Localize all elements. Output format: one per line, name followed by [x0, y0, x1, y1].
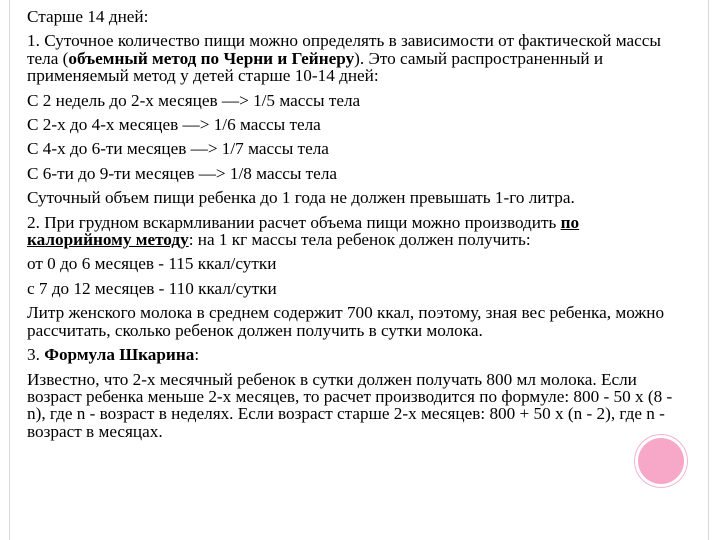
text-method-3-part-a: 3.: [27, 345, 45, 365]
text-method-2-bold: по калорийному методу: [27, 212, 580, 250]
text-milk-kcal: Литр женского молока в среднем содержит 700 ккал, поэтому, зная вес ребенка, можно рассчитать, сколько ребенок должен получить в сутки молока.: [27, 303, 665, 340]
text-method-2-part-a: 2. При грудном вскармливании расчет объема пищи можно производить: [27, 212, 561, 232]
text-method-1-part-c: ). Это самый распространенный и применяемый метод у детей старше 10-14 дней:: [27, 48, 604, 86]
text-method-1: [27, 32, 677, 84]
text-range-4: С 6-ти до 9-ти месяцев —> 1/8 массы тела: [27, 163, 338, 183]
text-range-2: С 2-х до 4-х месяцев —> 1/6 массы тела: [27, 115, 321, 135]
text-formula: Известно, что 2-х месячный ребенок в сутки должен получать 800 мл молока. Если возраст ребенка меньше 2-х месяцев, то расчет производится по формуле: 800 - 50 х (8 - n), где n - возраст в неделях. Если возраст старше 2-х месяцев: 800 + 50 х (n - 2), где n - возраст в месяцах.: [27, 369, 673, 441]
text-method-1-part-a: 1. Суточное количество пищи можно определять в зависимости от фактической массы тела (: [27, 31, 661, 68]
text-method-3-part-c: :: [194, 345, 200, 365]
text-kcal-2: с 7 до 12 месяцев - 110 ккал/сутки: [27, 278, 277, 298]
text-method-3: [27, 346, 677, 363]
text-heading-age: Старше 14 дней:: [27, 7, 149, 26]
slide-content: [27, 8, 677, 447]
text-daily-limit: Суточный объем пищи ребенка до 1 года не должен превышать 1-го литра.: [27, 188, 575, 208]
text-method-2-part-c: : на 1 кг массы тела ребенок должен получить:: [188, 230, 531, 250]
text-range-3: С 4-х до 6-ти месяцев —> 1/7 массы тела: [27, 139, 329, 159]
text-kcal-1: от 0 до 6 месяцев - 115 ккал/сутки: [27, 254, 277, 274]
decorative-circle: [638, 438, 684, 484]
text-method-2: [27, 214, 677, 249]
text-range-1: С 2 недель до 2-х месяцев —> 1/5 массы тела: [27, 90, 361, 110]
text-method-3-bold: Формула Шкарина: [44, 345, 195, 365]
text-method-1-bold: объемный метод по Черни и Гейнеру: [68, 48, 355, 68]
